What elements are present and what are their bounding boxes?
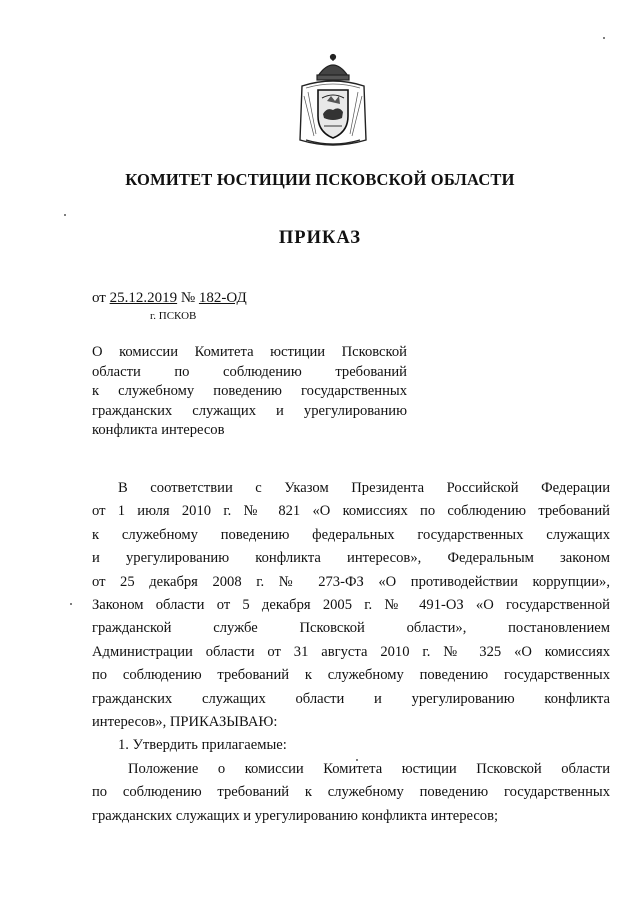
order-date: 25.12.2019	[109, 290, 178, 306]
committee-heading: КОМИТЕТ ЮСТИЦИИ ПСКОВСКОЙ ОБЛАСТИ	[125, 170, 515, 189]
date-prefix: от	[92, 290, 106, 306]
subject-line: конфликта интересов	[92, 422, 225, 438]
subject-line: гражданских служащих и урегулированию	[92, 402, 407, 419]
body-line: гражданских служащих области и урегулированию конфликта	[92, 690, 610, 707]
body-line: В соответствии с Указом Президента Российской Федерации	[118, 480, 610, 496]
body-line: интересов», ПРИКАЗЫВАЮ:	[92, 714, 278, 731]
pskov-coat-of-arms-emblem	[296, 52, 370, 150]
number-sign: №	[180, 290, 196, 306]
document-title: ПРИКАЗ	[278, 228, 362, 248]
body-line: гражданской службе Псковской области», постановлением	[92, 620, 610, 637]
order-body	[92, 477, 610, 828]
body-line: по соблюдению требований к служебному поведению государственных	[92, 667, 610, 684]
body-line: от 25 декабря 2008 г. № 273-ФЗ «О противодействии коррупции»,	[92, 573, 610, 590]
body-line: Законом области от 5 декабря 2005 г. № 491-ОЗ «О государственной	[92, 597, 610, 614]
body-line: по соблюдению требований к служебному поведению государственных	[92, 784, 610, 801]
scan-speck	[603, 37, 605, 39]
subject-line: О комиссии Комитета юстиции Псковской	[92, 344, 407, 360]
scan-speck	[70, 603, 72, 605]
body-line: от 1 июля 2010 г. № 821 «О комиссиях по соблюдению требований	[92, 503, 610, 520]
body-line: к служебному поведению федеральных государственных служащих	[92, 526, 610, 543]
subject-line: области по соблюдению требований	[92, 363, 407, 380]
scan-speck	[356, 759, 358, 761]
order-subject	[92, 343, 407, 441]
body-line: и урегулированию конфликта интересов», Федеральным законом	[92, 550, 610, 567]
subject-line: к служебному поведению государственных	[92, 383, 407, 399]
body-line: 1. Утвердить прилагаемые:	[118, 737, 287, 754]
scan-speck	[64, 214, 66, 216]
body-line: Положение о комиссии Комитета юстиции Псковской области	[128, 760, 610, 777]
body-line: Администрации области от 31 августа 2010 г. № 325 «О комиссиях	[92, 643, 610, 660]
city-label: г. ПСКОВ	[150, 310, 197, 322]
order-date-number	[92, 290, 247, 307]
order-number: 182-ОД	[198, 290, 247, 306]
body-line: гражданских служащих и урегулированию конфликта интересов;	[92, 807, 499, 824]
